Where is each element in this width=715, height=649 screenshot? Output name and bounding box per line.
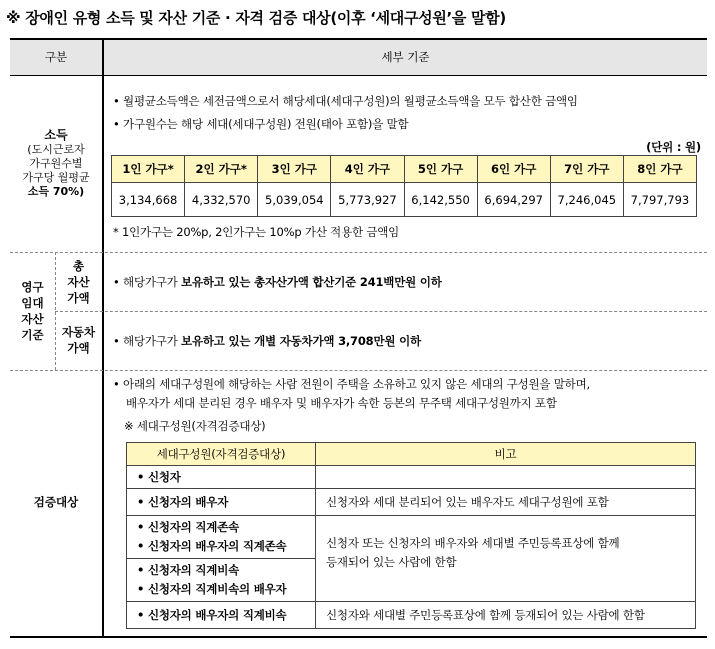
car-asset-criteria: • 해당가구가 보유하고 있는 개별 자동차가액 3,708만원 이하	[113, 334, 421, 348]
income-label-sub-2: 가구원수별	[29, 157, 83, 170]
income-value-4: 5,773,927	[331, 183, 404, 217]
remark-household: 신청자 또는 신청자의 배우자와 세대별 주민등록표상에 함께 등재되어 있는 사람에 한함	[316, 516, 696, 602]
member-descendants: • 신청자의 직계비속 • 신청자의 직계비속의 배우자	[127, 559, 316, 602]
table-row	[127, 466, 696, 489]
income-value-6: 6,694,297	[477, 183, 550, 217]
verify-label: 검증대상	[33, 495, 79, 509]
income-header-1: 1인 가구*	[112, 156, 185, 183]
income-header-5: 5인 가구	[404, 156, 477, 183]
header-bottom-border	[10, 75, 707, 76]
asset-group-label-3: 자산	[21, 312, 44, 326]
income-header-7: 7인 가구	[550, 156, 623, 183]
remark-spouse: 신청자와 세대 분리되어 있는 배우자도 세대구성원에 포함	[316, 489, 696, 516]
member-table	[126, 442, 696, 629]
total-asset-label-3: 가액	[67, 291, 90, 305]
income-value-7: 7,246,045	[550, 183, 623, 217]
income-value-1: 3,134,668	[112, 183, 185, 217]
car-asset-label	[55, 324, 102, 356]
member-header: 세대구성원(자격검증대상)	[127, 443, 316, 466]
total-asset-label	[55, 258, 102, 306]
member-spouse: • 신청자의 배우자	[127, 489, 316, 516]
income-value-2: 4,332,570	[185, 183, 258, 217]
income-header-8: 8인 가구	[623, 156, 696, 183]
table-bottom-border	[10, 636, 707, 638]
asset-group-label-1: 영구	[21, 280, 44, 294]
income-label-sub-3: 가구당 월평균	[22, 171, 90, 184]
remark-spouse-descendants: 신청자와 세대별 주민등록표상에 함께 등재되어 있는 사람에 한함	[316, 602, 696, 629]
income-label-main: 소득	[44, 128, 68, 142]
member-applicant: • 신청자	[127, 466, 316, 489]
income-value-5: 6,142,550	[404, 183, 477, 217]
table-row	[127, 602, 696, 629]
car-asset-label-1: 자동차	[61, 325, 96, 339]
income-header-4: 4인 가구	[331, 156, 404, 183]
total-asset-label-2: 자산	[67, 275, 90, 289]
member-spouse-descendants: • 신청자의 배우자의 직계비속	[127, 602, 316, 629]
verify-desc-1: • 아래의 세대구성원에 해당하는 사람 전원이 주택을 소유하고 있지 않은 세대의 구성원을 말하며,	[113, 377, 590, 391]
income-header-6: 6인 가구	[477, 156, 550, 183]
table-row	[127, 489, 696, 516]
asset-group-label-2: 임대	[21, 296, 44, 310]
header-detail: 세부 기준	[381, 50, 430, 64]
income-value-3: 5,039,054	[258, 183, 331, 217]
income-label-sub-1: (도시근로자	[27, 143, 85, 156]
row-divider-asset-sub	[55, 311, 707, 312]
remark-header: 비고	[316, 443, 696, 466]
income-label-sub-4: 소득 70%)	[27, 185, 85, 198]
column-separator	[102, 40, 104, 636]
income-header-3: 3인 가구	[258, 156, 331, 183]
member-ascendants: • 신청자의 직계존속 • 신청자의 배우자의 직계존속	[127, 516, 316, 559]
total-asset-criteria: • 해당가구가 보유하고 있는 총자산가액 합산기준 241백만원 이하	[113, 275, 442, 289]
remark-applicant	[316, 466, 696, 489]
header-category: 구분	[44, 50, 68, 64]
verify-subtitle: ※ 세대구성원(자격검증대상)	[124, 419, 266, 433]
income-bullet-2: • 가구원수는 해당 세대(세대구성원) 전원(태아 포함)을 말함	[113, 117, 409, 131]
income-label	[10, 128, 102, 199]
income-table	[111, 155, 697, 217]
page-title: ※ 장애인 유형 소득 및 자산 기준 · 자격 검증 대상(이후 ‘세대구성원’을 말함)	[6, 9, 506, 27]
car-asset-label-2: 가액	[67, 341, 90, 355]
table-row	[127, 516, 696, 559]
income-header-2: 2인 가구*	[185, 156, 258, 183]
asset-group-label	[10, 279, 55, 343]
row-divider-income	[10, 252, 707, 253]
income-value-8: 7,797,793	[623, 183, 696, 217]
income-unit: (단위 : 원)	[646, 140, 701, 154]
row-divider-asset	[10, 370, 707, 371]
income-note: * 1인가구는 20%p, 2인가구는 10%p 가산 적용한 금액임	[113, 225, 400, 239]
total-asset-label-1: 총	[72, 259, 85, 273]
verify-desc-2: 배우자가 세대 분리된 경우 배우자 및 배우자가 속한 등본의 무주택 세대구성원까지 포함	[126, 396, 557, 410]
income-bullet-1: • 월평균소득액은 세전금액으로서 해당세대(세대구성원)의 월평균소득액을 모두 합산한 금액임	[113, 94, 578, 108]
asset-group-label-4: 기준	[21, 328, 44, 342]
